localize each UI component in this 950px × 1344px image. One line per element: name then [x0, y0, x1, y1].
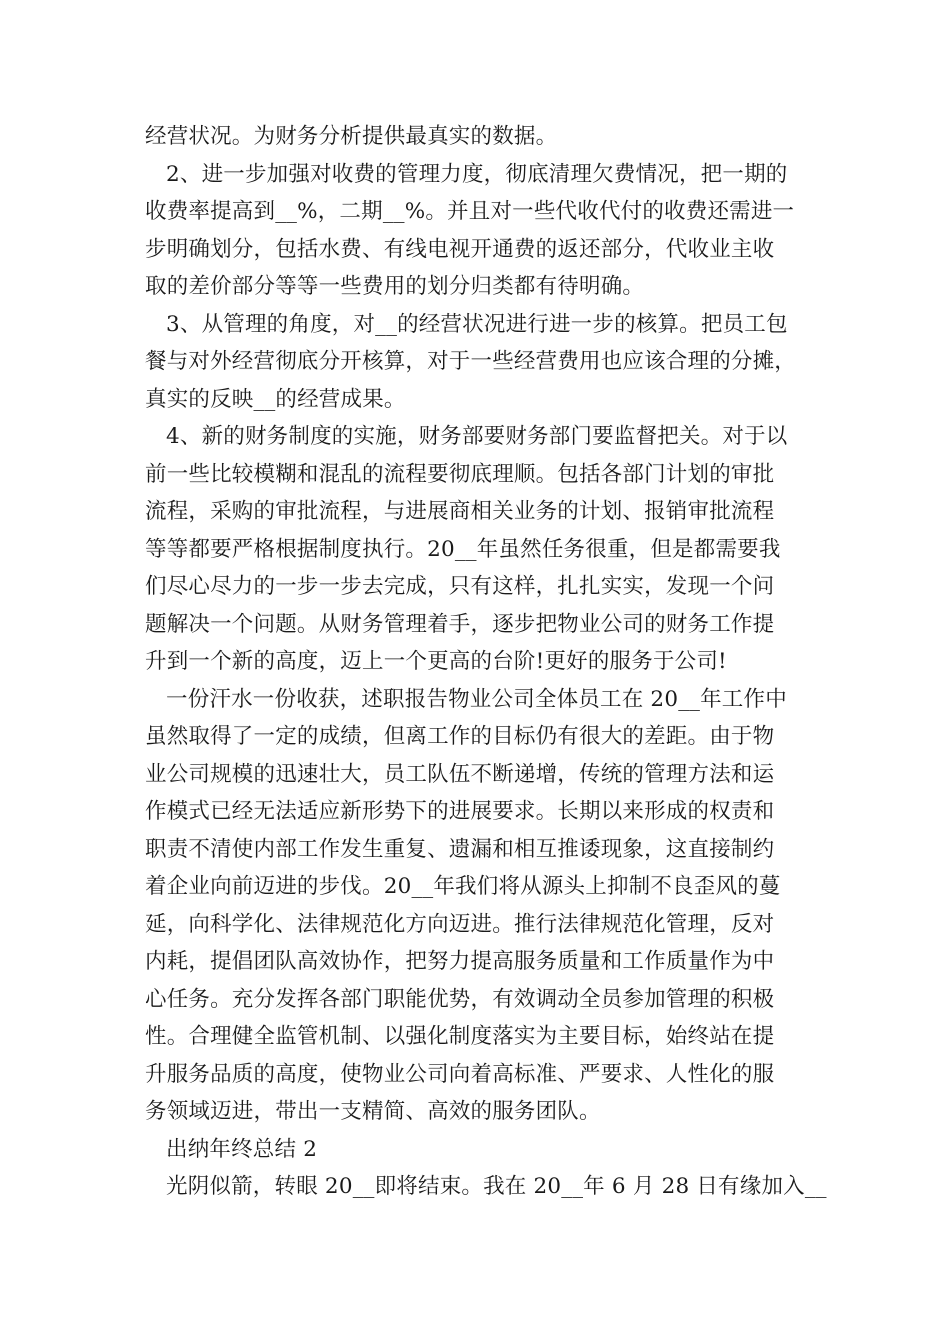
section-heading: 出纳年终总结 2	[166, 1136, 318, 1162]
text-line: 前一些比较模糊和混乱的流程要彻底理顺。包括各部门计划的审批	[145, 461, 775, 487]
text-line: 务领域迈进，带出一支精简、高效的服务团队。	[145, 1099, 601, 1124]
text-line: 业公司规模的迅速壮大，员工队伍不断递增，传统的管理方法和运	[145, 761, 775, 787]
text-line: 4、新的财务制度的实施，财务部要财务部门要监督把关。对于以	[166, 424, 788, 449]
text-line: 收费率提高到__%，二期__%。并且对一些代收代付的收费还需进一	[145, 199, 795, 224]
text-line: 2、进一步加强对收费的管理力度，彻底清理欠费情况，把一期的	[166, 161, 788, 187]
text-line: 光阴似箭，转眼 20__即将结束。我在 20__年 6 月 28 日有缘加入__	[166, 1174, 827, 1199]
text-line: 升到一个新的高度，迈上一个更高的台阶!更好的服务于公司!	[145, 649, 727, 674]
text-line: 升服务品质的高度，使物业公司向着高标准、严要求、人性化的服	[145, 1061, 775, 1087]
text-line: 经营状况。为财务分析提供最真实的数据。	[145, 124, 558, 149]
text-line: 餐与对外经营彻底分开核算，对于一些经营费用也应该合理的分摊，	[145, 349, 797, 374]
text-line: 职责不清使内部工作发生重复、遗漏和相互推诿现象，这直接制约	[145, 836, 775, 862]
text-line: 延，向科学化、法律规范化方向迈进。推行法律规范化管理，反对	[145, 911, 775, 937]
text-line: 3、从管理的角度，对__的经营状况进行进一步的核算。把员工包	[166, 311, 788, 337]
text-line: 题解决一个问题。从财务管理着手，逐步把物业公司的财务工作提	[145, 611, 775, 637]
text-line: 虽然取得了一定的成绩，但离工作的目标仍有很大的差距。由于物	[145, 724, 775, 749]
text-line: 心任务。充分发挥各部门职能优势，有效调动全员参加管理的积极	[145, 986, 775, 1012]
text-line: 流程，采购的审批流程，与进展商相关业务的计划、报销审批流程	[145, 499, 775, 524]
text-line: 们尽心尽力的一步一步去完成，只有这样，扎扎实实，发现一个问	[145, 574, 775, 599]
document-body	[145, 118, 825, 1206]
text-line: 作模式已经无法适应新形势下的进展要求。长期以来形成的权责和	[145, 799, 775, 824]
text-line: 真实的反映__的经营成果。	[145, 386, 406, 412]
text-line: 着企业向前迈进的步伐。20__年我们将从源头上抑制不良歪风的蔓	[145, 874, 781, 899]
text-line: 内耗，提倡团队高效协作，把努力提高服务质量和工作质量作为中	[145, 949, 775, 974]
text-line: 取的差价部分等等一些费用的划分归类都有待明确。	[145, 274, 645, 299]
text-line: 等等都要严格根据制度执行。20__年虽然任务很重，但是都需要我	[145, 536, 781, 562]
text-line: 性。合理健全监管机制、以强化制度落实为主要目标，始终站在提	[145, 1024, 775, 1049]
text-line: 一份汗水一份收获，述职报告物业公司全体员工在 20__年工作中	[166, 686, 787, 712]
text-line: 步明确划分，包括水费、有线电视开通费的返还部分，代收业主收	[145, 236, 775, 262]
